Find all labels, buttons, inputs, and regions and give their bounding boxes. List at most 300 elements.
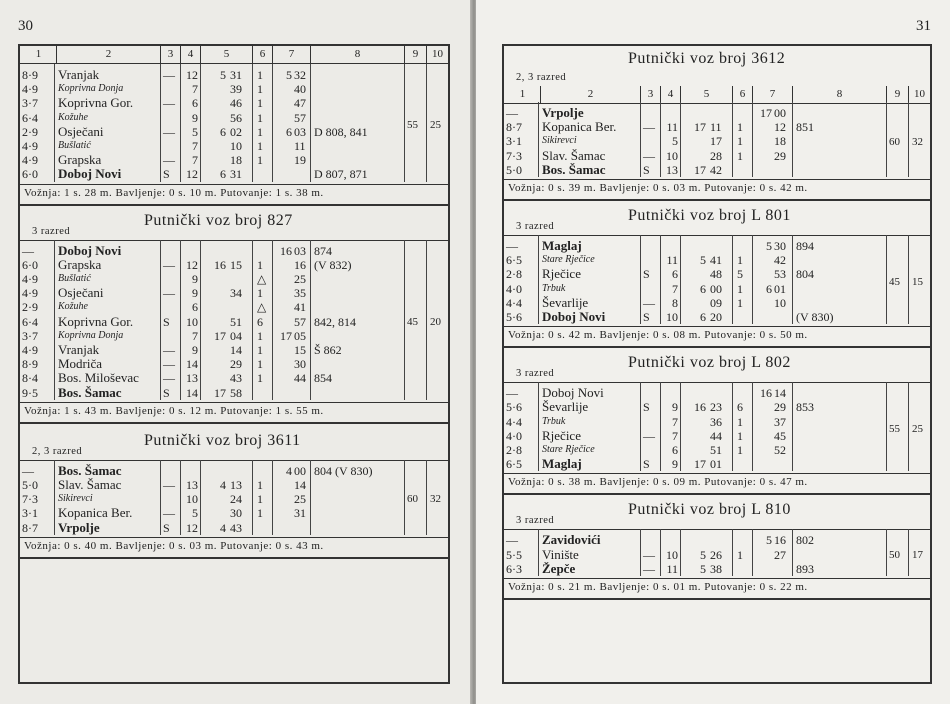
travel-summary: Vožnja: 0 s. 40 m. Bavljenje: 0 s. 03 m. Putovanje: 0 s. 43 m. xyxy=(24,539,324,552)
timetable-frame-left xyxy=(18,44,450,684)
column-header-7: 7 xyxy=(272,46,310,63)
service-class-label: 3 razred xyxy=(516,368,555,380)
km-value: 6·0 xyxy=(22,257,38,272)
column-rule xyxy=(538,235,539,324)
departure-minute: 32 xyxy=(294,68,306,82)
column-header-5: 5 xyxy=(680,86,732,103)
arrival-minute: 34 xyxy=(230,286,242,301)
column-rule xyxy=(310,240,311,400)
section-rule xyxy=(504,493,930,495)
mark-col3: — xyxy=(643,561,655,576)
station-name: Maglaj xyxy=(542,238,582,253)
departure-minute: 57 xyxy=(294,314,306,329)
station-name: Trbuk xyxy=(542,415,566,427)
arrival-minute: 51 xyxy=(710,443,722,457)
travel-summary: Vožnja: 1 s. 28 m. Bavljenje: 0 s. 10 m. Putovanje: 1 s. 38 m. xyxy=(24,186,324,199)
station-name: Vranjak xyxy=(58,342,100,357)
column-rule xyxy=(180,240,181,400)
minutes-run: 13 xyxy=(666,162,678,177)
mark-col3: — xyxy=(163,286,175,301)
stop-minutes: 1 xyxy=(257,357,263,372)
footer-rule xyxy=(504,578,930,579)
km-value: 5·6 xyxy=(506,310,522,324)
column-header-3: 3 xyxy=(640,86,660,103)
column-10-value: 15 xyxy=(912,275,923,288)
column-rule xyxy=(640,382,641,471)
column-9-value: 60 xyxy=(889,135,900,148)
arrival-minute: 09 xyxy=(710,295,722,310)
header-rule xyxy=(20,460,448,461)
departure-hour: 17 xyxy=(280,328,292,343)
footer-rule xyxy=(20,184,448,185)
column-rule xyxy=(538,529,539,576)
km-value: 3·1 xyxy=(22,506,38,521)
column-rule xyxy=(908,102,909,177)
column-rule xyxy=(752,529,753,576)
km-value: 4·9 xyxy=(22,82,38,97)
km-value: 4·4 xyxy=(506,295,522,310)
column-rule xyxy=(752,102,753,177)
column-10-value: 25 xyxy=(430,118,441,131)
arrival-hour: 6 xyxy=(220,124,226,139)
arrival-minute: 42 xyxy=(710,162,722,177)
stop-minutes: 1 xyxy=(257,371,263,386)
stop-minutes: 1 xyxy=(257,110,263,125)
departure-minute: 19 xyxy=(294,153,306,168)
station-name: Bos. Miloševac xyxy=(58,370,139,386)
minutes-run: 7 xyxy=(672,414,678,429)
arrival-minute: 56 xyxy=(230,110,242,125)
stop-minutes: 6 xyxy=(737,400,743,415)
arrival-minute: 14 xyxy=(230,343,242,357)
connection-note: 874 xyxy=(314,243,332,258)
arrival-minute: 11 xyxy=(710,120,722,135)
departure-minute: 00 xyxy=(294,463,306,478)
km-value: 3·1 xyxy=(506,134,522,149)
km-value: 4·9 xyxy=(22,272,38,286)
departure-minute: 30 xyxy=(294,357,306,372)
km-value: 8·9 xyxy=(22,357,38,372)
minutes-run: 7 xyxy=(672,428,678,443)
km-value: 5·5 xyxy=(506,547,522,562)
column-rule xyxy=(404,240,405,400)
departure-hour: 5 xyxy=(286,68,292,82)
minutes-run: 10 xyxy=(666,547,678,562)
station-name: Doboj Novi xyxy=(542,309,606,324)
station-name: Kožuhe xyxy=(58,301,88,313)
column-header-row xyxy=(20,46,448,64)
column-rule xyxy=(886,235,887,324)
km-value: 5·6 xyxy=(506,400,522,415)
station-name: Zavidovići xyxy=(542,532,601,548)
stop-minutes: 1 xyxy=(257,506,263,521)
arrival-minute: 04 xyxy=(230,328,242,343)
column-rule xyxy=(54,460,55,535)
stop-minutes: 1 xyxy=(737,547,743,562)
station-name: Doboj Novi xyxy=(542,385,604,401)
km-value: 7·3 xyxy=(506,148,522,163)
stop-minutes: 1 xyxy=(737,120,743,135)
departure-minute: 31 xyxy=(294,506,306,521)
minutes-run: 6 xyxy=(192,96,198,111)
km-value: 2·8 xyxy=(506,267,522,282)
column-rule xyxy=(180,460,181,535)
departure-hour: 4 xyxy=(286,463,292,478)
minutes-run: 10 xyxy=(186,314,198,329)
km-value: 4·0 xyxy=(506,428,522,443)
arrival-hour: 6 xyxy=(220,167,226,182)
service-class-label: 3 razred xyxy=(516,221,555,232)
departure-minute: 18 xyxy=(774,134,786,149)
mark-col3: — xyxy=(163,371,175,386)
page-number-left: 30 xyxy=(18,18,33,34)
station-name: Osječani xyxy=(58,123,104,139)
column-rule xyxy=(54,240,55,400)
minutes-run: 9 xyxy=(192,286,198,301)
column-rule xyxy=(200,460,201,535)
arrival-minute: 43 xyxy=(230,371,242,386)
arrival-minute: 41 xyxy=(710,253,722,268)
stop-minutes: 1 xyxy=(257,153,263,168)
arrival-hour: 16 xyxy=(214,257,226,272)
departure-minute: 29 xyxy=(774,148,786,163)
column-rule xyxy=(908,529,909,576)
minutes-run: 10 xyxy=(666,310,678,324)
arrival-minute: 36 xyxy=(710,414,722,429)
header-rule xyxy=(504,235,930,236)
section-rule xyxy=(20,422,448,424)
mark-col3: — xyxy=(163,153,175,168)
arrival-minute: 39 xyxy=(230,82,242,97)
column-header-9: 9 xyxy=(404,46,426,63)
column-rule xyxy=(252,240,253,400)
column-rule xyxy=(886,529,887,576)
column-rule xyxy=(792,529,793,576)
km-value: 2·9 xyxy=(22,300,38,315)
minutes-run: 9 xyxy=(672,457,678,472)
station-name: Bušlatić xyxy=(58,140,91,151)
timetable-frame-right xyxy=(502,44,932,684)
departure-hour: 6 xyxy=(286,124,292,139)
mark-col3: — xyxy=(643,547,655,562)
footer-rule xyxy=(504,179,930,180)
departure-hour: 17 xyxy=(760,106,772,120)
service-class-label: 2, 3 razred xyxy=(516,72,567,83)
travel-summary: Vožnja: 1 s. 43 m. Bavljenje: 0 s. 12 m. Putovanje: 1 s. 55 m. xyxy=(24,404,324,417)
minutes-run: 9 xyxy=(672,400,678,415)
departure-hour: 16 xyxy=(760,386,772,401)
minutes-run: 14 xyxy=(186,357,198,372)
stop-minutes: 1 xyxy=(257,82,263,97)
arrival-minute: 26 xyxy=(710,547,722,562)
column-header-3: 3 xyxy=(160,46,180,63)
column-rule xyxy=(54,64,55,182)
km-value: 7·3 xyxy=(22,492,38,507)
stop-minutes: 1 xyxy=(737,134,743,149)
column-rule xyxy=(200,64,201,182)
column-header-1: 1 xyxy=(35,48,42,60)
departure-hour: 6 xyxy=(766,281,772,296)
km-value: 5·0 xyxy=(506,162,522,177)
connection-note: D 808, 841 xyxy=(314,124,368,139)
km-value: 6·5 xyxy=(506,457,522,472)
mark-col3: S xyxy=(163,520,170,535)
km-value: 4·9 xyxy=(22,343,38,357)
column-rule xyxy=(404,64,405,182)
column-rule xyxy=(752,235,753,324)
departure-minute: 25 xyxy=(294,492,306,507)
column-header-8: 8 xyxy=(310,46,404,63)
column-header-4: 4 xyxy=(180,46,200,63)
stop-minutes: 1 xyxy=(257,286,263,301)
column-header-6: 6 xyxy=(732,86,752,103)
column-rule xyxy=(732,382,733,471)
arrival-hour: 17 xyxy=(694,457,706,472)
column-rule xyxy=(538,102,539,177)
departure-minute: 44 xyxy=(294,371,306,386)
km-value: 8·7 xyxy=(22,520,38,535)
column-rule xyxy=(886,102,887,177)
station-name: Kopanica Ber. xyxy=(58,505,133,521)
stop-minutes: 1 xyxy=(737,428,743,443)
departure-minute: 52 xyxy=(774,443,786,457)
page-left xyxy=(0,0,472,704)
minutes-run: 9 xyxy=(192,110,198,125)
minutes-run: 7 xyxy=(192,82,198,97)
page-right xyxy=(476,0,950,704)
connection-note: 853 xyxy=(796,400,814,415)
station-name: Vinište xyxy=(542,546,579,562)
section-rule xyxy=(504,199,930,201)
header-rule xyxy=(504,382,930,383)
travel-summary: Vožnja: 0 s. 39 m. Bavljenje: 0 s. 03 m. Putovanje: 0 s. 42 m. xyxy=(508,182,808,194)
footer-rule xyxy=(20,537,448,538)
arrival-minute: 15 xyxy=(230,257,242,272)
minutes-run: 12 xyxy=(186,257,198,272)
stop-minutes: 1 xyxy=(737,148,743,163)
km-value: 6·5 xyxy=(506,253,522,268)
column-header-9: 9 xyxy=(886,86,908,103)
connection-note: Š 862 xyxy=(314,343,342,357)
travel-summary: Vožnja: 0 s. 38 m. Bavljenje: 0 s. 09 m. Putovanje: 0 s. 47 m. xyxy=(508,476,808,489)
connection-note: (V 832) xyxy=(314,257,352,272)
column-10-value: 32 xyxy=(430,493,441,506)
arrival-minute: 31 xyxy=(230,167,242,182)
mark-col3: — xyxy=(163,357,175,372)
mark-col3: — xyxy=(643,428,655,443)
station-name: Bušlatić xyxy=(58,273,91,284)
minutes-run: 6 xyxy=(672,267,678,282)
column-header-10: 10 xyxy=(908,86,930,103)
km-value: — xyxy=(506,533,518,548)
arrival-minute: 43 xyxy=(230,520,242,535)
timetable-title: Putnički voz broj L 801 xyxy=(628,207,791,224)
timetable-title: Putnički voz broj 827 xyxy=(144,211,293,229)
minutes-run: 7 xyxy=(192,153,198,168)
column-rule xyxy=(160,460,161,535)
column-rule xyxy=(640,529,641,576)
mark-col3: — xyxy=(643,295,655,310)
column-9-value: 55 xyxy=(407,118,418,131)
arrival-hour: 17 xyxy=(694,120,706,135)
departure-minute: 03 xyxy=(294,124,306,139)
arrival-minute: 10 xyxy=(230,139,242,153)
column-header-6: 6 xyxy=(252,46,272,63)
arrival-minute: 29 xyxy=(230,357,242,372)
departure-hour: 5 xyxy=(766,239,772,253)
timetable-title: Putnički voz broj L 802 xyxy=(628,354,791,372)
minutes-run: 7 xyxy=(192,328,198,343)
stop-minutes: △ xyxy=(257,300,267,315)
km-value: 8·4 xyxy=(22,371,38,386)
km-value: 6·4 xyxy=(22,110,38,125)
km-value: 8·9 xyxy=(22,68,38,82)
column-rule xyxy=(908,235,909,324)
arrival-minute: 46 xyxy=(230,96,242,111)
connection-note: (V 830) xyxy=(796,310,834,324)
minutes-run: 10 xyxy=(186,492,198,507)
minutes-run: 7 xyxy=(192,139,198,153)
minutes-run: 12 xyxy=(186,68,198,82)
arrival-minute: 02 xyxy=(230,124,242,139)
section-rule xyxy=(504,346,930,348)
arrival-minute: 51 xyxy=(230,314,242,329)
mark-col3: S xyxy=(163,167,170,182)
arrival-hour: 16 xyxy=(694,400,706,415)
mark-col3: S xyxy=(643,162,650,177)
column-rule xyxy=(252,64,253,182)
connection-note: 894 xyxy=(796,239,814,253)
station-name: Stare Rječice xyxy=(542,254,595,266)
station-name: Rječice xyxy=(542,266,581,282)
station-name: Slav. Šamac xyxy=(542,147,606,163)
travel-summary: Vožnja: 0 s. 21 m. Bavljenje: 0 s. 01 m. Putovanje: 0 s. 22 m. xyxy=(508,581,808,593)
minutes-run: 9 xyxy=(192,272,198,286)
column-rule xyxy=(252,460,253,535)
minutes-run: 6 xyxy=(192,300,198,315)
departure-minute: 45 xyxy=(774,428,786,443)
arrival-minute: 24 xyxy=(230,492,242,507)
column-rule xyxy=(538,382,539,471)
footer-rule xyxy=(504,326,930,327)
service-class-label: 3 razred xyxy=(32,225,71,237)
column-10-value: 25 xyxy=(912,422,923,435)
station-name: Koprivna Gor. xyxy=(58,313,134,329)
column-9-value: 45 xyxy=(889,275,900,288)
departure-minute: 01 xyxy=(774,281,786,296)
section-rule xyxy=(20,557,448,559)
column-9-value: 55 xyxy=(889,422,900,435)
stop-minutes: 1 xyxy=(737,253,743,268)
column-rule xyxy=(752,382,753,471)
km-value: 9·5 xyxy=(22,385,38,400)
minutes-run: 14 xyxy=(186,385,198,400)
column-rule xyxy=(640,102,641,177)
arrival-hour: 17 xyxy=(214,385,226,400)
arrival-hour: 5 xyxy=(700,253,706,268)
column-rule xyxy=(310,460,311,535)
column-rule xyxy=(732,102,733,177)
column-rule xyxy=(792,382,793,471)
column-rule xyxy=(680,529,681,576)
station-name: Koprivna Donja xyxy=(58,329,124,341)
station-name: Koprivna Gor. xyxy=(58,95,134,111)
arrival-hour: 17 xyxy=(214,328,226,343)
minutes-run: 12 xyxy=(186,167,198,182)
minutes-run: 7 xyxy=(672,281,678,296)
departure-minute: 15 xyxy=(294,343,306,357)
column-rule xyxy=(640,235,641,324)
departure-hour: 16 xyxy=(280,243,292,258)
km-value: 3·7 xyxy=(22,328,38,343)
minutes-run: 6 xyxy=(672,443,678,457)
column-rule xyxy=(732,529,733,576)
mark-col3: S xyxy=(163,385,170,400)
mark-col3: S xyxy=(163,314,170,329)
stop-minutes: 6 xyxy=(257,314,263,329)
minutes-run: 9 xyxy=(192,343,198,357)
station-name: Ševarlije xyxy=(542,294,589,310)
connection-note: 802 xyxy=(796,533,814,548)
stop-minutes: 1 xyxy=(737,414,743,429)
station-name: Grapska xyxy=(58,256,102,272)
arrival-minute: 17 xyxy=(710,134,722,149)
column-rule xyxy=(180,64,181,182)
column-rule xyxy=(792,102,793,177)
departure-minute: 14 xyxy=(294,478,306,492)
connection-note: 893 xyxy=(796,561,814,576)
arrival-minute: 38 xyxy=(710,561,722,576)
column-rule xyxy=(732,235,733,324)
connection-note: 854 xyxy=(314,371,332,386)
arrival-minute: 28 xyxy=(710,148,722,163)
arrival-minute: 30 xyxy=(230,506,242,521)
connection-note: 804 xyxy=(796,267,814,282)
arrival-hour: 5 xyxy=(220,68,226,82)
stop-minutes: 1 xyxy=(257,328,263,343)
minutes-run: 12 xyxy=(186,520,198,535)
minutes-run: 8 xyxy=(672,295,678,310)
column-rule xyxy=(886,382,887,471)
travel-summary: Vožnja: 0 s. 42 m. Bavljenje: 0 s. 08 m. Putovanje: 0 s. 50 m. xyxy=(508,329,808,342)
stop-minutes: 1 xyxy=(257,492,263,507)
arrival-hour: 4 xyxy=(220,520,226,535)
column-header-8: 8 xyxy=(792,86,886,103)
minutes-run: 13 xyxy=(186,371,198,386)
arrival-minute: 31 xyxy=(230,68,242,82)
column-rule xyxy=(908,382,909,471)
arrival-minute: 20 xyxy=(710,310,722,324)
station-name: Žepče xyxy=(542,560,576,576)
column-rule xyxy=(160,240,161,400)
timetable-title: Putnički voz broj L 810 xyxy=(628,501,791,519)
arrival-hour: 5 xyxy=(700,547,706,562)
arrival-minute: 58 xyxy=(230,385,242,400)
service-class-label: 3 razred xyxy=(516,515,555,527)
mark-col3: — xyxy=(163,478,175,492)
stop-minutes: 1 xyxy=(257,124,263,139)
column-rule xyxy=(660,102,661,177)
column-rule xyxy=(272,460,273,535)
column-rule xyxy=(272,64,273,182)
km-value: — xyxy=(506,106,518,120)
timetable-title: Putnički voz broj 3611 xyxy=(144,431,301,449)
station-name: Kožuhe xyxy=(58,111,88,123)
arrival-minute: 18 xyxy=(230,153,242,168)
arrival-hour: 6 xyxy=(700,281,706,296)
column-rule xyxy=(426,240,427,400)
km-value: — xyxy=(22,243,34,258)
